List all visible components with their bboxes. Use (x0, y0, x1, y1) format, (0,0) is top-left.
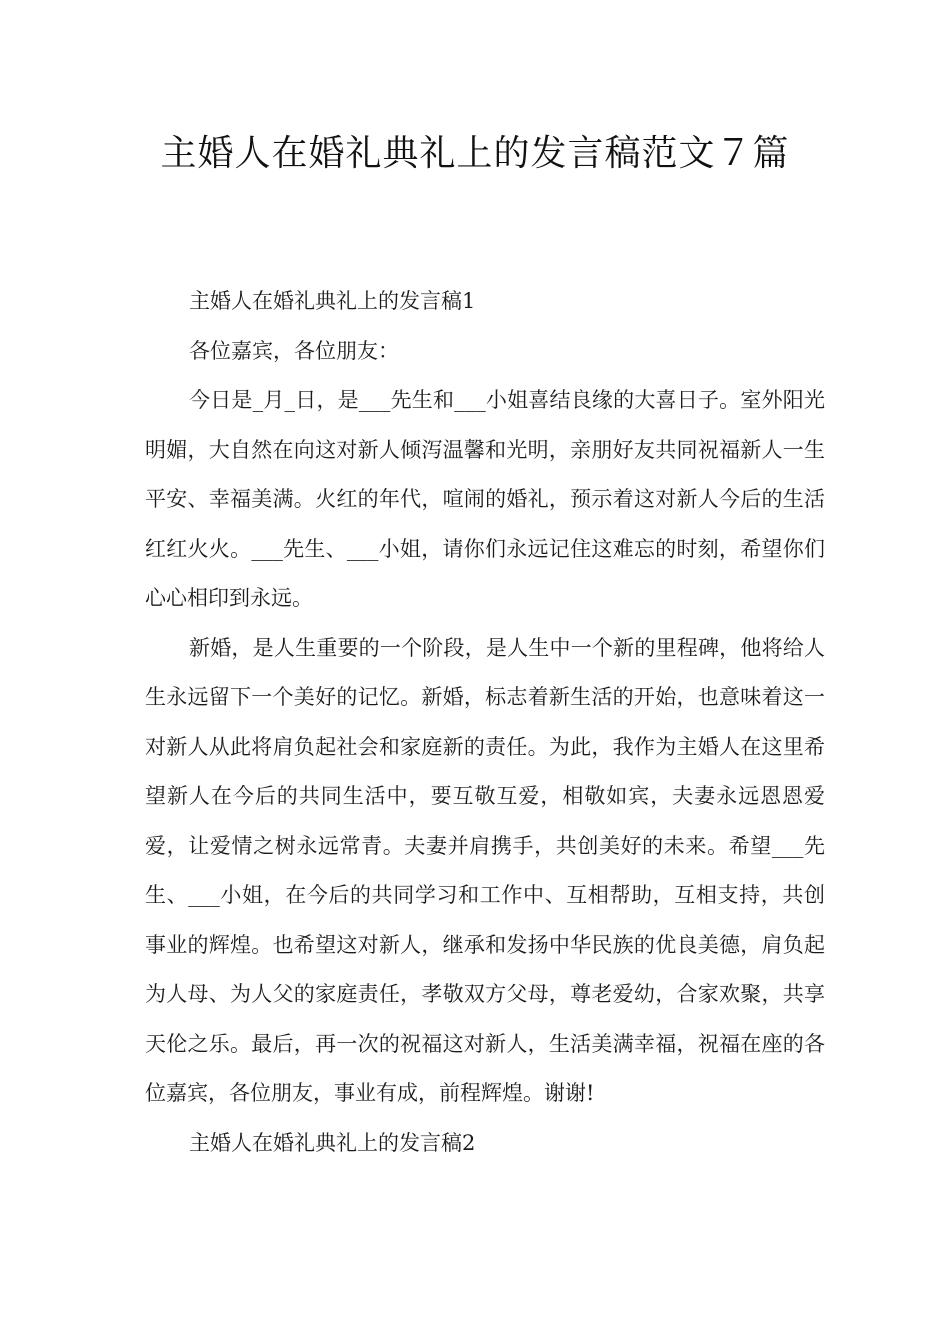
salutation-paragraph: 各位嘉宾，各位朋友： (189, 338, 399, 363)
document-title: 主婚人在婚礼典礼上的发言稿范文７篇 (160, 133, 790, 174)
section-heading-1: 主婚人在婚礼典礼上的发言稿1 (189, 289, 476, 313)
section-heading-2: 主婚人在婚礼典礼上的发言稿2 (189, 1130, 476, 1155)
document-body (145, 277, 825, 1168)
body-paragraph-1: 今日是_月_日，是___先生和___小姐喜结良缘的大喜日子。室外阳光明媚，大自然在向这对新人倾泻温馨和光明，亲朋好友共同祝福新人一生平安、幸福美满。火红的年代，喧闹的婚礼，预示着这对新人今后的生活红红火火。___先生、___小姐，请你们永远记住这难忘的时刻，希望你们心心相印到永远。 (145, 388, 825, 610)
body-paragraph-2: 新婚，是人生重要的一个阶段，是人生中一个新的里程碑，他将给人生永远留下一个美好的记忆。新婚，标志着新生活的开始，也意味着这一对新人从此将肩负起社会和家庭新的责任。为此，我作为主婚人在这里希望新人在今后的共同生活中，要互敬互爱，相敬如宾，夫妻永远恩恩爱爱，让爱情之树永远常青。夫妻并肩携手，共创美好的未来。希望___先生、___小姐，在今后的共同学习和工作中、互相帮助，互相支持，共创事业的辉煌。也希望这对新人，继承和发扬中华民族的优良美德，肩负起为人母、为人父的家庭责任，孝敬双方父母，尊老爱幼，合家欢聚，共享天伦之乐。最后，再一次的祝福这对新人，生活美满幸福，祝福在座的各位嘉宾，各位朋友，事业有成，前程辉煌。谢谢! (145, 635, 825, 1105)
